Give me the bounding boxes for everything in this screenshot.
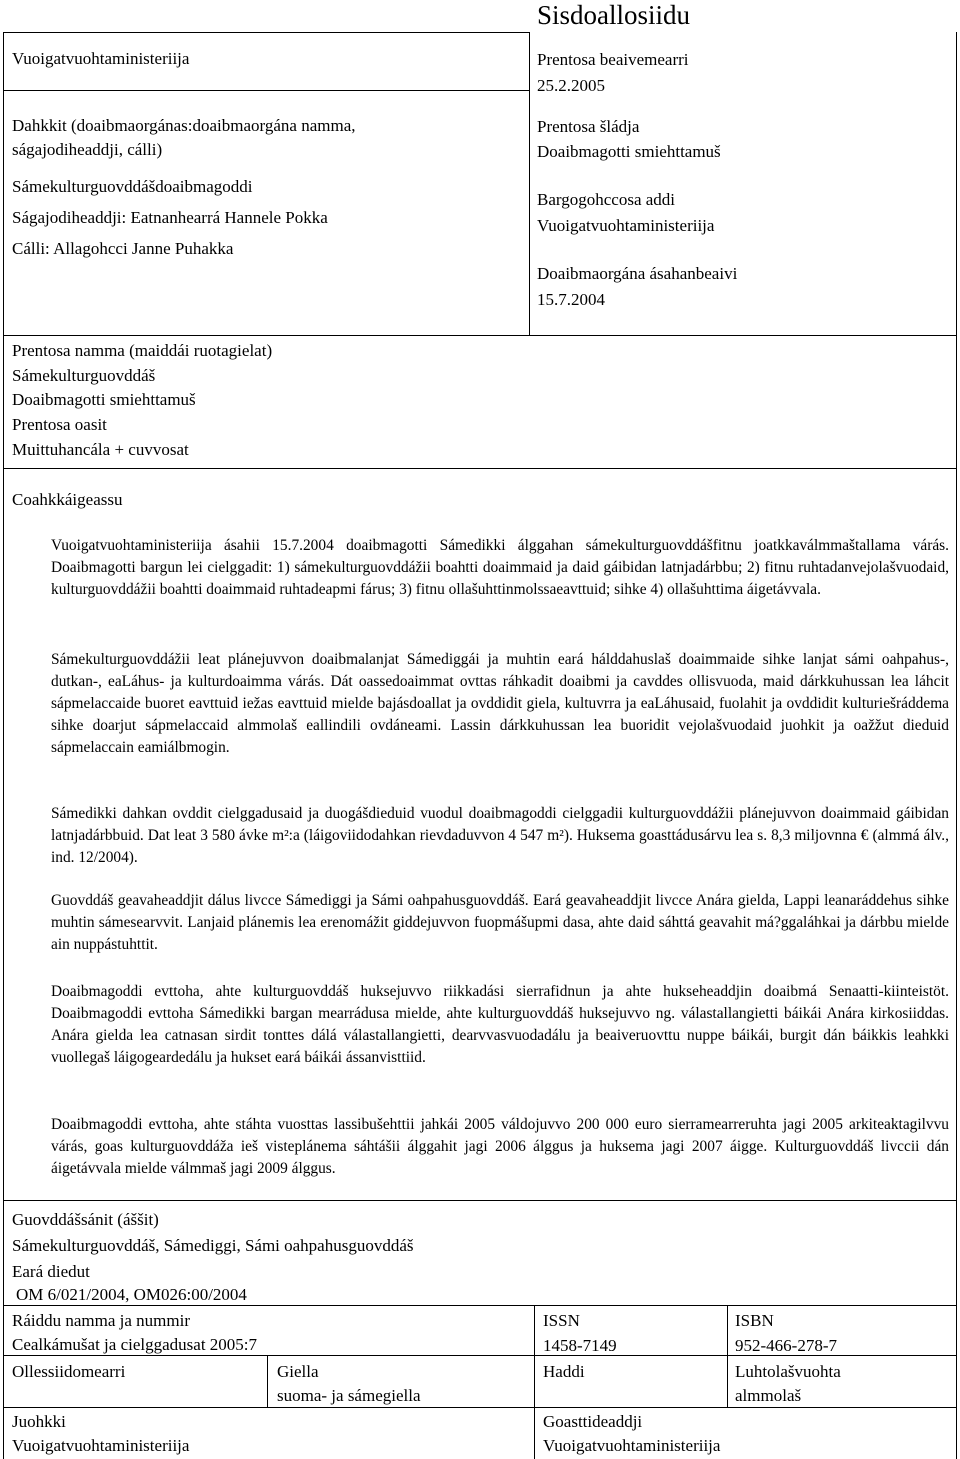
footer-divider-3 (267, 1355, 268, 1407)
publication-date-value: 25.2.2005 (537, 76, 605, 95)
header-divider (529, 32, 530, 335)
ministry-name: Vuoigatvuohtaministeriija (12, 49, 190, 68)
footer-rule-2 (3, 1407, 957, 1408)
publication-type-value: Doaibmagotti smiehttamuš (537, 142, 721, 161)
publication-name-line-2: Doaibmagotti smiehttamuš (12, 390, 196, 409)
series-value: Cealkámušat ja cielggadusat 2005:7 (12, 1335, 258, 1354)
publication-date-label: Prentosa beaivemearri (537, 50, 689, 69)
footer-divider-4 (727, 1355, 728, 1407)
other-info-label: Eará diedut (12, 1262, 90, 1281)
section-rule-4 (3, 1305, 957, 1306)
page-title: Sisdoallosiidu (537, 0, 691, 30)
abstract-paragraph-5: Doaibmagoddi evttoha, ahte kulturguovddáš huksejuvvo riikkadási sierrafidnun ja ahte hukseheaddjin doaibmá Senaatti-kiinteistöt. Doaibmagoddi evttoha Sámedikki bargan mearrádusa mielde, ahte kulturguovddáš huksejuvvo ng. válastallangietti báikái Anára kirkosiiddas. Anára gielda lea catnasan sirdit tonttes dálá válastallangietti, dearvvasvuodadálu ja beaiveruovttu nuppe báikái, burgit dán báikkis leahkki vuollegaš láigogeardedálu ja hukset eará báikái ássanvisttiid. (51, 983, 949, 1066)
other-info-value: OM 6/021/2004, OM026:00/2004 (16, 1285, 247, 1304)
page-count-label: Ollessiidomearri (12, 1362, 126, 1381)
abstract-paragraph-1: Vuoigatvuohtaministeriija ásahii 15.7.2004 doaibmagotti Sámedikki álggahan sámekulturguovddášfitnu joatkkaválmmaštallama várás. Doaibmagotti bargun lei cielggadit: 1) sámekulturguovddážii boahtti doaimmaid ja daid gáibidan latnjadárbbu; 2) fitnu ruhtadanvejolašvuodaid, kulturguovddážii boahtti doaimmaid ruhtadeapmi fárus; 3) fitnu ollašuhttinmolssaeavttuid; sihke 4) ollašuhttima áigetávvala. (51, 537, 949, 598)
publication-name-line-1: Sámekulturguovddáš (12, 366, 156, 385)
working-group-name: Sámekulturguovddášdoaibmagoddi (12, 177, 253, 196)
series-label: Ráiddu namma ja nummir (12, 1311, 190, 1330)
section-rule-2 (3, 468, 957, 469)
abstract-paragraph-3: Sámedikki dahkan ovddit cielggadusaid ja duogášdieduid vuodul doaibmagoddi cielggadii kulturguovddážii plánejuvvon doaimmaid gáibidan latnjadárbbuid. Dat leat 3 580 ávke m²:a (láigoviidodahkan rievdaduvvon 4 547 m²). Huksema goasttádusárvu lea s. 8,3 miljovnna € (almmá álv., ind. 12/2004). (51, 805, 949, 866)
price-label: Haddi (543, 1362, 585, 1381)
language-label: Giella (277, 1362, 319, 1381)
publication-type-label: Prentosa šládja (537, 117, 640, 136)
issn-value: 1458-7149 (543, 1336, 617, 1355)
authors-label-line-1: Dahkkit (doaibmaorgánas:doaibmaorgána namma, (12, 116, 356, 135)
secretary: Cálli: Allagohcci Janne Puhakka (12, 239, 234, 258)
frame-left (3, 32, 4, 1459)
section-rule-1 (3, 335, 957, 336)
distributor-label: Juohkki (12, 1412, 66, 1431)
appointment-date-value: 15.7.2004 (537, 290, 605, 309)
footer-divider-1 (534, 1305, 535, 1459)
publisher-label: Goasttideaddji (543, 1412, 643, 1431)
isbn-value: 952-466-278-7 (735, 1336, 837, 1355)
frame-right (956, 32, 957, 1459)
publication-parts-label: Prentosa oasit (12, 415, 107, 434)
distributor-value: Vuoigatvuohtaministeriija (12, 1436, 190, 1455)
confidentiality-label: Luhtolašvuohta (735, 1362, 841, 1381)
frame-top (3, 32, 530, 33)
commissioned-by-label: Bargogohccosa addi (537, 190, 676, 209)
appointment-date-label: Doaibmaorgána ásahanbeaivi (537, 264, 738, 283)
keywords-value: Sámekulturguovddáš, Sámediggi, Sámi oahpahusguovddáš (12, 1236, 414, 1255)
header-bottom-rule (3, 90, 530, 91)
section-rule-3 (3, 1200, 957, 1201)
language-value: suoma- ja sámegiella (277, 1386, 421, 1405)
isbn-label: ISBN (735, 1311, 774, 1330)
confidentiality-value: almmolaš (735, 1386, 802, 1405)
abstract-paragraph-4: Guovddáš geavaheaddjit dálus livcce Sámediggi ja Sámi oahpahusguovddáš. Eará geavaheaddjit livcce Anára gielda, Lappi leanaráddehus sihke muhtin sámesearvvit. Lanjaid plánemis lea erenomážit giddejuvvon fuopmášupmi dasa, ahte daid sáhttá geavahit má?ggaláhkai ja dárbbu mielde ain nuppástuhttit. (51, 892, 949, 953)
authors-label-line-2: ságajodiheaddji, cálli) (12, 140, 163, 159)
abstract-heading: Coahkkáigeassu (12, 490, 123, 509)
publication-name-label: Prentosa namma (maiddái ruotagielat) (12, 341, 273, 360)
issn-label: ISSN (543, 1311, 580, 1330)
publication-parts-value: Muittuhancála + cuvvosat (12, 440, 189, 459)
abstract-paragraph-2: Sámekulturguovddážii leat plánejuvvon doaibmalanjat Sámediggái ja muhtin eará hálddahuslaš doaimmaide sihke lanjat sámi oahpahus-, dutkan-, eaLáhus- ja kulturdoaimma várás. Dát oassedoaimmat ovttas ráhkadit doaibmi ja cavddes ollisvuoda, maid dárkkuhussan lea láhcit sápmelaccaide buoret eavttuid iežas eavttuid mielde bajásdoallat ja ovddidit giela, kultuvrra ja eaLáhusaid, fuolahit ja ovddidit kulturiešráddema sihke doarjut sápmelaccaid almmolaš eallindili ovdáneami. Lassin dárkkuhussan lea buoridit vejolašvuodaid juohkit ja oažžut dieduid sápmelaccain eamiálbmogin. (51, 651, 949, 756)
keywords-label: Guovddášsánit (áššit) (12, 1210, 159, 1229)
publisher-value: Vuoigatvuohtaministeriija (543, 1436, 721, 1455)
commissioned-by-value: Vuoigatvuohtaministeriija (537, 216, 715, 235)
footer-divider-2 (727, 1305, 728, 1355)
abstract-paragraph-6: Doaibmagoddi evttoha, ahte stáhta vuosttas lassibušehttii jahkái 2005 váldojuvvo 200 000 euro sierramearreruhta jagi 2005 arkiteaktagilvvu várás, goas kulturguovddáža ieš visteplánema sáhtášii álggahit jagi 2006 álggus ja huksema jagi 2007 áigge. Kulturguovddáš livccii dán áigetávvala mielde válmmaš jagi 2009 álggus. (51, 1116, 949, 1177)
chairperson: Ságajodiheaddji: Eatnanhearrá Hannele Pokka (12, 208, 328, 227)
